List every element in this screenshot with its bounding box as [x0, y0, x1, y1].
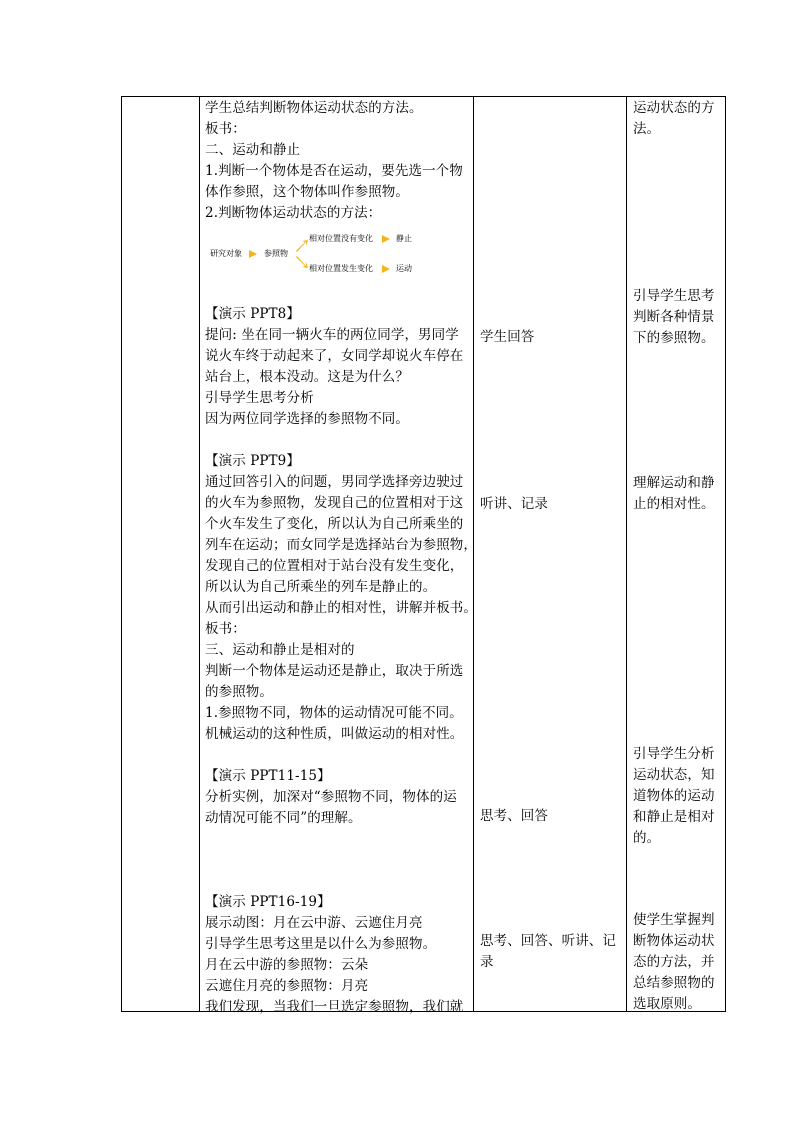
text-line: 运动状态，知: [633, 767, 715, 783]
diagram-object-label: 研究对象: [210, 249, 242, 258]
motion-judgement-diagram: [204, 228, 464, 280]
text-line: 1.参照物不同，物体的运动情况可能不同。: [205, 705, 463, 721]
text-line: 的火车为参照物，发现自己的位置相对于这: [205, 495, 464, 511]
text-line: 月在云中游的参照物：云朵: [205, 957, 369, 973]
text-line: 板书：: [205, 621, 246, 637]
text-line: 法。: [633, 121, 661, 137]
diagram-change-label: 相对位置发生变化: [309, 264, 373, 273]
text-line: 个火车发生了变化，所以认为自己所乘坐的: [205, 516, 464, 532]
text-line: 引导学生思考: [633, 288, 715, 304]
text-line: 使学生掌握判: [633, 912, 715, 928]
diagram-reference-label: 参照物: [264, 249, 288, 258]
text-line: 【演示 PPT16-19】: [205, 894, 331, 910]
text-line: 总结参照物的: [633, 975, 715, 991]
text-line: 说火车终于动起来了，女同学却说火车停在: [205, 348, 464, 364]
text-line: 判断各种情景: [633, 309, 715, 325]
diagram-no-change-label: 相对位置没有变化: [309, 234, 373, 243]
text-line: 体作参照，这个物体叫作参照物。: [205, 184, 409, 200]
text-line: 思考、回答、听讲、记: [480, 933, 616, 949]
text-line: 因为两位同学选择的参照物不同。: [205, 411, 409, 427]
text-line: 学生总结判断物体运动状态的方法。: [205, 100, 423, 116]
text-line: 引导学生分析: [633, 746, 715, 762]
text-line: 录: [480, 954, 494, 970]
text-line: 动情况可能不同”的理解。: [205, 810, 362, 826]
text-line: 学生回答: [480, 329, 535, 345]
text-line: 二、运动和静止: [205, 142, 301, 158]
text-line: 三、运动和静止是相对的: [205, 642, 355, 658]
text-line: 通过回答引入的问题，男同学选择旁边驶过: [205, 474, 464, 490]
text-line: 展示动图：月在云中游、云遮住月亮: [205, 915, 423, 931]
text-line: 止的相对性。: [633, 496, 715, 512]
text-line: 所以认为自己所乘坐的列车是静止的。: [205, 579, 437, 595]
text-line: 的参照物。: [205, 684, 273, 700]
text-line: 【演示 PPT9】: [205, 453, 300, 469]
text-line: 断物体运动状: [633, 933, 715, 949]
column-divider-1: [199, 96, 200, 1012]
text-line: 2.判断物体运动状态的方法：: [205, 205, 382, 221]
column-divider-3: [626, 96, 627, 1012]
text-line: 的。: [633, 830, 661, 846]
text-line: 1.判断一个物体是否在运动，要先选一个物: [205, 163, 463, 179]
text-line: 态的方法，并: [633, 954, 715, 970]
text-line: 引导学生思考分析: [205, 390, 314, 406]
text-line: 发现自己的位置相对于站台没有发生变化，: [205, 558, 464, 574]
text-line: 判断一个物体是运动还是静止，取决于所选: [205, 663, 464, 679]
text-line: 和静止是相对: [633, 809, 715, 825]
text-line: 【演示 PPT11-15】: [205, 768, 331, 784]
text-line: 听讲、记录: [480, 496, 548, 512]
arrow-right-icon: [382, 235, 390, 243]
diagram-still-label: 静止: [396, 234, 412, 243]
text-line: 选取原则。: [633, 996, 701, 1012]
diagram-moving-label: 运动: [396, 264, 412, 273]
text-line: 我们发现，当我们一旦选定参照物，我们就: [205, 999, 464, 1015]
text-line: 提问: 坐在同一辆火车的两位同学，男同学: [205, 327, 459, 343]
text-line: 云遮住月亮的参照物：月亮: [205, 978, 369, 994]
text-line: 分析实例，加深对“参照物不同，物体的运: [205, 789, 457, 805]
text-line: 列车在运动；而女同学是选择站台为参照物，: [205, 537, 477, 553]
text-line: 【演示 PPT8】: [205, 306, 300, 322]
arrow-right-icon: [382, 265, 390, 273]
text-line: 引导学生思考这里是以什么为参照物。: [205, 936, 437, 952]
text-line: 站台上，根本没动。这是为什么？: [205, 369, 409, 385]
text-line: 机械运动的这种性质，叫做运动的相对性。: [205, 726, 464, 742]
arrow-right-icon: [249, 250, 257, 258]
text-line: 运动状态的方: [633, 100, 715, 116]
text-line: 道物体的运动: [633, 788, 715, 804]
text-line: 理解运动和静: [633, 475, 715, 491]
branch-arrows-icon: [295, 236, 309, 272]
text-line: 从而引出运动和静止的相对性，讲解并板书。: [205, 600, 477, 616]
text-line: 思考、回答: [480, 808, 548, 824]
text-line: 板书：: [205, 121, 246, 137]
text-line: 下的参照物。: [633, 330, 715, 346]
